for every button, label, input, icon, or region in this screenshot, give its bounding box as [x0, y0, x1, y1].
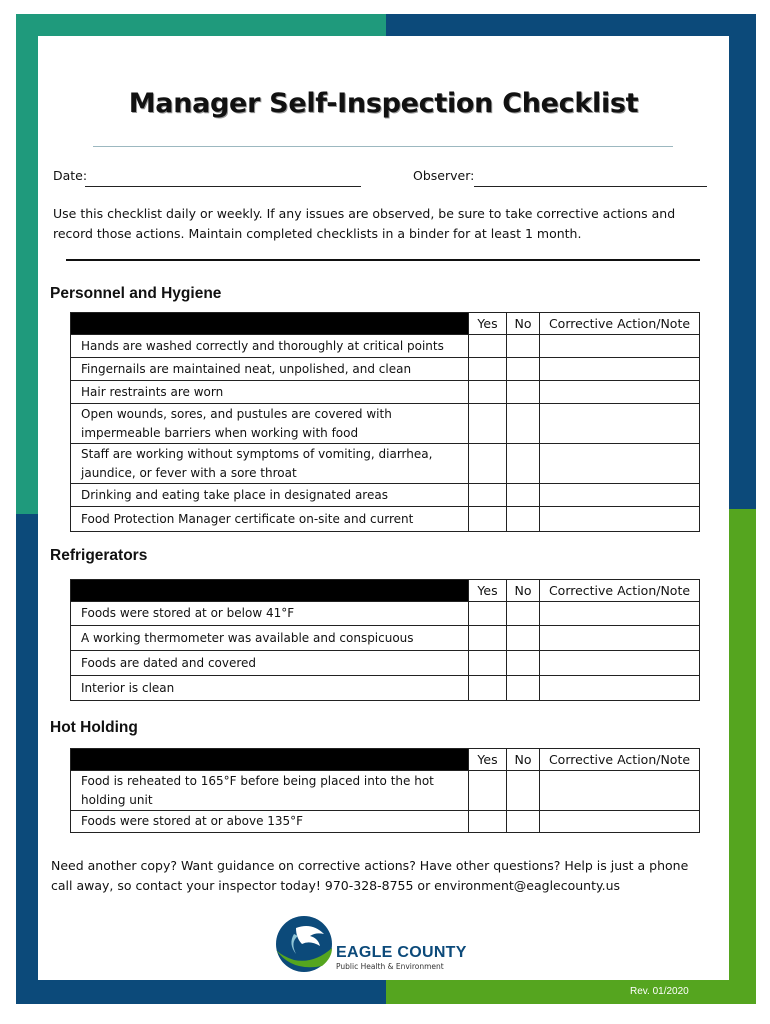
- table-row: [71, 771, 700, 811]
- no-checkbox[interactable]: [507, 771, 540, 811]
- no-checkbox[interactable]: [507, 811, 540, 833]
- eagle-logo-icon: [274, 914, 334, 974]
- note-field[interactable]: [540, 507, 700, 532]
- table-row: [71, 404, 700, 444]
- table-row: [71, 381, 700, 404]
- item-text: Foods were stored at or above 135°F: [71, 811, 469, 833]
- yes-checkbox[interactable]: [469, 444, 507, 484]
- section-divider: [66, 259, 700, 261]
- table-row: [71, 484, 700, 507]
- item-text: Food is reheated to 165°F before being placed into the hot holding unit: [71, 771, 469, 811]
- no-header: No: [507, 313, 540, 335]
- contact-info-text: Need another copy? Want guidance on corrective actions? Have other questions? Help is just a phone call away, so contact your inspector today! 970-328-8755 or environment@eaglecounty.us: [51, 858, 689, 893]
- note-field[interactable]: [540, 404, 700, 444]
- table-row: [71, 676, 700, 701]
- logo-organization-name: EAGLE COUNTY: [336, 944, 467, 961]
- yes-header: Yes: [469, 313, 507, 335]
- item-text: Foods were stored at or below 41°F: [71, 602, 469, 626]
- no-checkbox[interactable]: [507, 484, 540, 507]
- section-title-refrigerators: Refrigerators: [50, 547, 148, 564]
- item-text: Fingernails are maintained neat, unpolished, and clean: [71, 358, 469, 381]
- note-field[interactable]: [540, 602, 700, 626]
- item-text: Open wounds, sores, and pustules are covered with impermeable barriers when working with food: [71, 404, 469, 444]
- date-field[interactable]: [85, 185, 361, 187]
- item-text: Drinking and eating take place in designated areas: [71, 484, 469, 507]
- instructions-text: Use this checklist daily or weekly. If any issues are observed, be sure to take corrective actions and record those actions. Maintain completed checklists in a binder for at least 1 month.: [53, 206, 676, 241]
- item-text: Staff are working without symptoms of vomiting, diarrhea, jaundice, or fever with a sore throat: [71, 444, 469, 484]
- yes-header: Yes: [469, 580, 507, 602]
- table-header-row: [71, 749, 700, 771]
- no-checkbox[interactable]: [507, 507, 540, 532]
- no-header: No: [507, 749, 540, 771]
- table-row: [71, 507, 700, 532]
- yes-header: Yes: [469, 749, 507, 771]
- checklist-table-personnel: [70, 312, 700, 532]
- checklist-table-refrigerators: [70, 579, 700, 701]
- yes-checkbox[interactable]: [469, 507, 507, 532]
- note-field[interactable]: [540, 651, 700, 676]
- observer-field[interactable]: [474, 185, 707, 187]
- note-header: Corrective Action/Note: [540, 580, 700, 602]
- table-row: [71, 651, 700, 676]
- section-title-hot-holding: Hot Holding: [50, 719, 138, 736]
- yes-checkbox[interactable]: [469, 335, 507, 358]
- item-text: A working thermometer was available and conspicuous: [71, 626, 469, 651]
- item-text: Foods are dated and covered: [71, 651, 469, 676]
- yes-checkbox[interactable]: [469, 484, 507, 507]
- checklist-table-hot-holding: [70, 748, 700, 833]
- note-header: Corrective Action/Note: [540, 313, 700, 335]
- yes-checkbox[interactable]: [469, 811, 507, 833]
- item-text: Hands are washed correctly and thoroughly at critical points: [71, 335, 469, 358]
- page-title: Manager Self-Inspection Checklist: [128, 88, 639, 119]
- yes-checkbox[interactable]: [469, 626, 507, 651]
- item-header-cell: [71, 749, 469, 771]
- note-header: Corrective Action/Note: [540, 749, 700, 771]
- item-text: Interior is clean: [71, 676, 469, 701]
- item-text: Hair restraints are worn: [71, 381, 469, 404]
- section-title-personnel: Personnel and Hygiene: [50, 285, 222, 302]
- yes-checkbox[interactable]: [469, 602, 507, 626]
- logo-subtitle: Public Health & Environment: [336, 962, 444, 971]
- yes-checkbox[interactable]: [469, 358, 507, 381]
- no-checkbox[interactable]: [507, 358, 540, 381]
- note-field[interactable]: [540, 358, 700, 381]
- item-text: Food Protection Manager certificate on-site and current: [71, 507, 469, 532]
- table-row: [71, 444, 700, 484]
- table-row: [71, 602, 700, 626]
- no-checkbox[interactable]: [507, 676, 540, 701]
- observer-label: Observer:: [413, 168, 475, 183]
- no-checkbox[interactable]: [507, 381, 540, 404]
- no-header: No: [507, 580, 540, 602]
- no-checkbox[interactable]: [507, 651, 540, 676]
- yes-checkbox[interactable]: [469, 404, 507, 444]
- note-field[interactable]: [540, 676, 700, 701]
- note-field[interactable]: [540, 444, 700, 484]
- note-field[interactable]: [540, 811, 700, 833]
- table-row: [71, 811, 700, 833]
- note-field[interactable]: [540, 335, 700, 358]
- note-field[interactable]: [540, 626, 700, 651]
- title-divider: [93, 146, 673, 147]
- date-label: Date:: [53, 168, 88, 183]
- table-header-row: [71, 580, 700, 602]
- revision-label: Rev. 01/2020: [630, 986, 689, 997]
- no-checkbox[interactable]: [507, 404, 540, 444]
- note-field[interactable]: [540, 484, 700, 507]
- table-row: [71, 358, 700, 381]
- table-header-row: [71, 313, 700, 335]
- note-field[interactable]: [540, 381, 700, 404]
- table-row: [71, 335, 700, 358]
- no-checkbox[interactable]: [507, 444, 540, 484]
- document-page: [38, 36, 729, 980]
- no-checkbox[interactable]: [507, 602, 540, 626]
- no-checkbox[interactable]: [507, 626, 540, 651]
- yes-checkbox[interactable]: [469, 651, 507, 676]
- yes-checkbox[interactable]: [469, 676, 507, 701]
- table-row: [71, 626, 700, 651]
- item-header-cell: [71, 580, 469, 602]
- note-field[interactable]: [540, 771, 700, 811]
- item-header-cell: [71, 313, 469, 335]
- no-checkbox[interactable]: [507, 335, 540, 358]
- yes-checkbox[interactable]: [469, 381, 507, 404]
- yes-checkbox[interactable]: [469, 771, 507, 811]
